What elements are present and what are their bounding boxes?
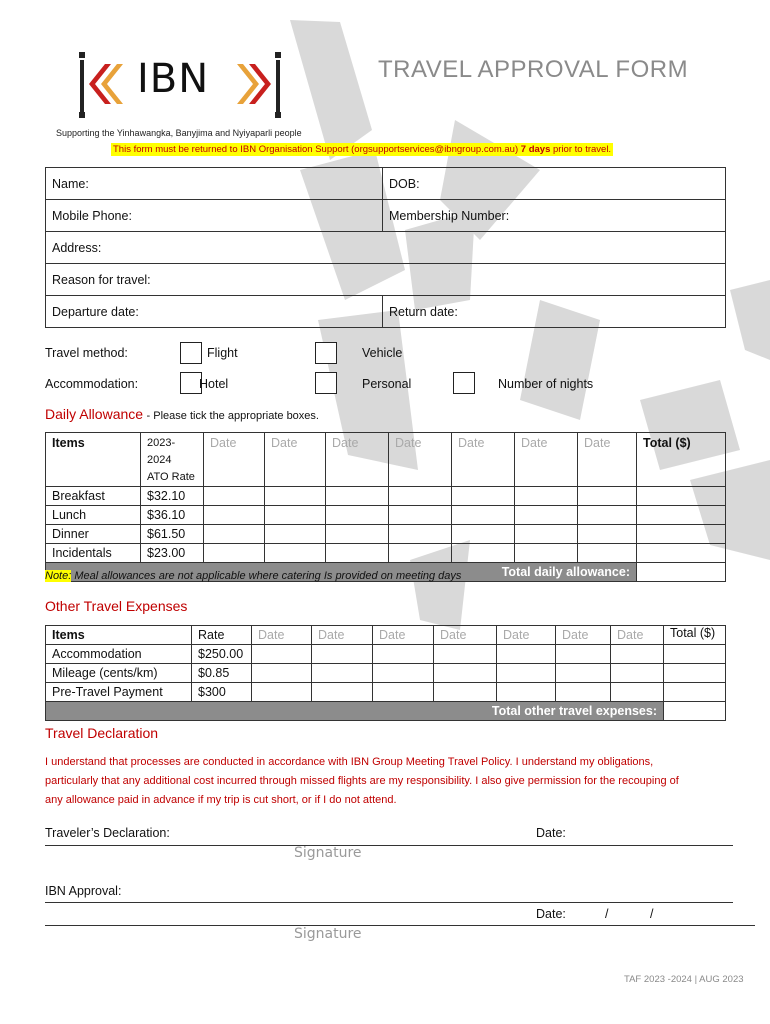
tagline: Supporting the Yinhawangka, Banyjima and Nyiyaparli people bbox=[56, 128, 302, 138]
date-cell[interactable] bbox=[389, 544, 452, 563]
other-col-date: Date bbox=[556, 626, 611, 645]
date-cell[interactable] bbox=[326, 487, 389, 506]
date-cell[interactable] bbox=[204, 506, 265, 525]
notice-days: 7 days bbox=[520, 144, 551, 155]
total-cell[interactable] bbox=[637, 487, 726, 506]
date-cell[interactable] bbox=[389, 487, 452, 506]
table-row bbox=[46, 664, 726, 683]
row-item: Mileage (cents/km) bbox=[46, 664, 192, 683]
date-cell[interactable] bbox=[497, 683, 556, 702]
row-rate: $32.10 bbox=[141, 487, 204, 506]
row-item: Incidentals bbox=[46, 544, 141, 563]
date-cell[interactable] bbox=[452, 506, 515, 525]
date-cell[interactable] bbox=[312, 645, 373, 664]
dob-field[interactable]: DOB: bbox=[383, 168, 726, 200]
total-cell[interactable] bbox=[637, 525, 726, 544]
date-cell[interactable] bbox=[452, 525, 515, 544]
daily-col-date: Date bbox=[326, 433, 389, 487]
daily-col-total: Total ($) bbox=[637, 433, 726, 487]
hotel-label: Hotel bbox=[199, 377, 229, 391]
date-cell[interactable] bbox=[611, 664, 664, 683]
declaration-title: Travel Declaration bbox=[45, 725, 159, 741]
row-rate: $36.10 bbox=[141, 506, 204, 525]
date-cell[interactable] bbox=[578, 525, 637, 544]
vehicle-label: Vehicle bbox=[362, 346, 403, 360]
approval-signature-line[interactable] bbox=[45, 902, 733, 903]
other-total-field[interactable] bbox=[664, 702, 726, 721]
row-rate: $61.50 bbox=[141, 525, 204, 544]
note-label: Note: bbox=[45, 570, 72, 582]
date-cell[interactable] bbox=[373, 645, 434, 664]
date-cell[interactable] bbox=[611, 683, 664, 702]
flight-label: Flight bbox=[207, 346, 238, 360]
date-cell[interactable] bbox=[578, 506, 637, 525]
date-cell[interactable] bbox=[578, 544, 637, 563]
other-expenses-table bbox=[45, 625, 726, 721]
date-cell[interactable] bbox=[265, 506, 326, 525]
nights-label: Number of nights bbox=[498, 377, 594, 391]
other-col-date: Date bbox=[373, 626, 434, 645]
signature-placeholder: Signature bbox=[294, 926, 362, 942]
date-cell[interactable] bbox=[556, 645, 611, 664]
table-row bbox=[46, 506, 726, 525]
date-cell[interactable] bbox=[265, 544, 326, 563]
ibn-approval-label: IBN Approval: bbox=[45, 884, 122, 898]
daily-total-label: Total daily allowance: bbox=[46, 563, 637, 582]
daily-col-date: Date bbox=[389, 433, 452, 487]
name-field[interactable]: Name: bbox=[46, 168, 383, 200]
ibn-logo bbox=[75, 50, 295, 120]
vehicle-checkbox[interactable] bbox=[315, 342, 337, 364]
other-col-date: Date bbox=[497, 626, 556, 645]
other-col-date: Date bbox=[252, 626, 312, 645]
reason-field[interactable]: Reason for travel: bbox=[46, 264, 726, 296]
date-cell[interactable] bbox=[373, 664, 434, 683]
daily-col-date: Date bbox=[452, 433, 515, 487]
return-field[interactable]: Return date: bbox=[383, 296, 726, 328]
date-separator: / bbox=[605, 907, 609, 921]
table-row bbox=[46, 487, 726, 506]
other-col-date: Date bbox=[312, 626, 373, 645]
note-text: Meal allowances are not applicable where catering Is provided on meeting days bbox=[71, 570, 462, 582]
daily-col-rate: 2023-2024 ATO Rate bbox=[141, 433, 204, 487]
traveler-declaration-label: Traveler’s Declaration: bbox=[45, 826, 170, 840]
daily-col-date: Date bbox=[515, 433, 578, 487]
date-cell[interactable] bbox=[515, 525, 578, 544]
date-cell[interactable] bbox=[497, 645, 556, 664]
declaration-text bbox=[45, 753, 735, 810]
date-cell[interactable] bbox=[204, 487, 265, 506]
flight-checkbox[interactable] bbox=[180, 342, 202, 364]
daily-col-date: Date bbox=[204, 433, 265, 487]
return-notice bbox=[111, 143, 613, 156]
signature-placeholder: Signature bbox=[294, 845, 362, 861]
date-cell[interactable] bbox=[556, 683, 611, 702]
date-cell[interactable] bbox=[204, 544, 265, 563]
accommodation-label: Accommodation: bbox=[45, 377, 139, 391]
daily-total-field[interactable] bbox=[637, 563, 726, 582]
date-cell[interactable] bbox=[252, 645, 312, 664]
date-cell[interactable] bbox=[312, 683, 373, 702]
meal-note bbox=[45, 570, 461, 582]
row-item: Accommodation bbox=[46, 645, 192, 664]
total-cell[interactable] bbox=[664, 683, 726, 702]
date-cell[interactable] bbox=[515, 544, 578, 563]
table-row bbox=[46, 544, 726, 563]
date-cell[interactable] bbox=[265, 525, 326, 544]
row-item: Dinner bbox=[46, 525, 141, 544]
logo-text: IBN bbox=[137, 56, 210, 102]
row-rate: $250.00 bbox=[192, 645, 252, 664]
travel-method-label: Travel method: bbox=[45, 346, 128, 360]
date-cell[interactable] bbox=[497, 664, 556, 683]
row-item: Lunch bbox=[46, 506, 141, 525]
date-cell[interactable] bbox=[252, 664, 312, 683]
date-cell[interactable] bbox=[252, 683, 312, 702]
daily-allowance-table bbox=[45, 432, 726, 582]
notice-text: This form must be returned to IBN Organisation Support (orgsupportservices@ibngroup.com.au) bbox=[113, 144, 519, 155]
other-expenses-title: Other Travel Expenses bbox=[45, 598, 188, 614]
daily-allowance-subtitle: - Please tick the appropriate boxes. bbox=[146, 410, 319, 422]
page-title: TRAVEL APPROVAL FORM bbox=[378, 56, 689, 83]
table-row bbox=[46, 525, 726, 544]
date-cell[interactable] bbox=[326, 544, 389, 563]
row-rate: $0.85 bbox=[192, 664, 252, 683]
row-item: Pre-Travel Payment bbox=[46, 683, 192, 702]
other-total-label: Total other travel expenses: bbox=[46, 702, 664, 721]
declaration-line: particularly that any additional cost incurred through missed flights are my responsibility. I also give permission for the recouping of bbox=[45, 775, 679, 787]
date-cell[interactable] bbox=[326, 506, 389, 525]
date-cell[interactable] bbox=[434, 645, 497, 664]
departure-field[interactable]: Departure date: bbox=[46, 296, 383, 328]
daily-col-date: Date bbox=[578, 433, 637, 487]
total-cell[interactable] bbox=[664, 664, 726, 683]
date-cell[interactable] bbox=[611, 645, 664, 664]
date-cell[interactable] bbox=[373, 683, 434, 702]
daily-col-date: Date bbox=[265, 433, 326, 487]
row-item: Breakfast bbox=[46, 487, 141, 506]
address-field[interactable]: Address: bbox=[46, 232, 726, 264]
table-row bbox=[46, 683, 726, 702]
footer-code: TAF 2023 -2024 | AUG 2023 bbox=[624, 974, 744, 985]
declaration-line: any allowance paid in advance if my trip is cut short, or if I do not attend. bbox=[45, 794, 397, 806]
date-cell[interactable] bbox=[452, 487, 515, 506]
other-col-rate: Rate bbox=[192, 626, 252, 645]
date-cell[interactable] bbox=[312, 664, 373, 683]
membership-field[interactable]: Membership Number: bbox=[383, 200, 726, 232]
other-col-items: Items bbox=[46, 626, 192, 645]
notice-end: prior to travel. bbox=[553, 144, 612, 155]
date-cell[interactable] bbox=[556, 664, 611, 683]
date-cell[interactable] bbox=[515, 506, 578, 525]
daily-allowance-title: Daily Allowance bbox=[45, 406, 144, 422]
total-cell[interactable] bbox=[637, 544, 726, 563]
other-col-date: Date bbox=[434, 626, 497, 645]
date-cell[interactable] bbox=[389, 506, 452, 525]
row-rate: $300 bbox=[192, 683, 252, 702]
traveler-signature-line[interactable] bbox=[45, 845, 733, 846]
date-cell[interactable] bbox=[389, 525, 452, 544]
row-rate: $23.00 bbox=[141, 544, 204, 563]
personal-checkbox[interactable] bbox=[315, 372, 337, 394]
table-row bbox=[46, 645, 726, 664]
date-cell[interactable] bbox=[204, 525, 265, 544]
date-cell[interactable] bbox=[578, 487, 637, 506]
date-cell[interactable] bbox=[434, 664, 497, 683]
approval-date-label: Date: bbox=[536, 907, 566, 921]
nights-checkbox[interactable] bbox=[453, 372, 475, 394]
date-cell[interactable] bbox=[434, 683, 497, 702]
mobile-field[interactable]: Mobile Phone: bbox=[46, 200, 383, 232]
date-cell[interactable] bbox=[452, 544, 515, 563]
approval-date-line[interactable] bbox=[45, 925, 755, 926]
date-cell[interactable] bbox=[265, 487, 326, 506]
date-cell[interactable] bbox=[326, 525, 389, 544]
daily-col-items: Items bbox=[46, 433, 141, 487]
total-cell[interactable] bbox=[637, 506, 726, 525]
traveler-date-label: Date: bbox=[536, 826, 566, 840]
total-cell[interactable] bbox=[664, 645, 726, 664]
daily-allowance-heading bbox=[45, 406, 319, 422]
declaration-line: I understand that processes are conducted in accordance with IBN Group Meeting Travel Policy. I understand my obligations, bbox=[45, 756, 654, 768]
date-cell[interactable] bbox=[515, 487, 578, 506]
personal-label: Personal bbox=[362, 377, 412, 391]
other-col-total: Total ($) bbox=[664, 626, 726, 645]
other-col-date: Date bbox=[611, 626, 664, 645]
personal-details-table bbox=[45, 167, 726, 328]
date-separator: / bbox=[650, 907, 654, 921]
